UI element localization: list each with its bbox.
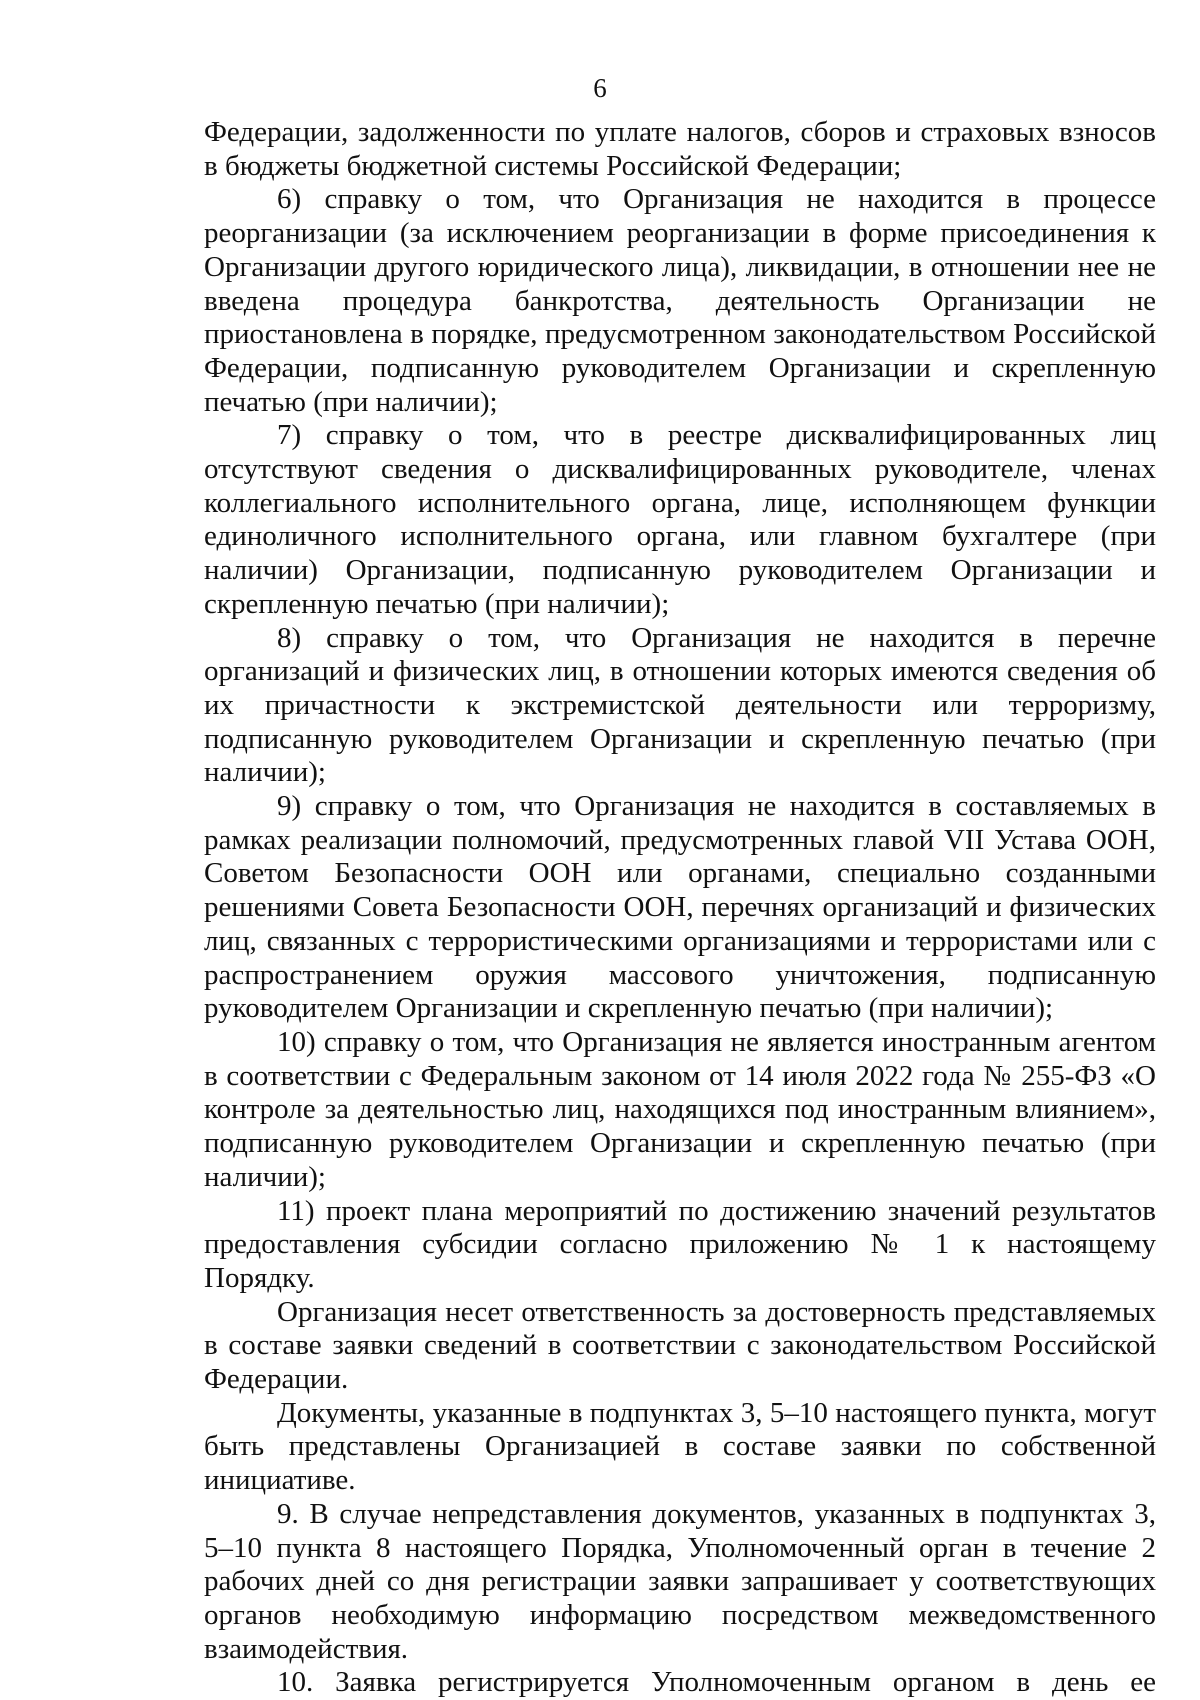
paragraph-item-6: 6) справку о том, что Организация не находится в процессе реорганизации (за исключением реорганизации в форме присоединения к Организации другого юридического лица), ликвидации, в отношении нее не введена процедура банкротства, деятельность Организации не приостановлена в порядке, предусмотренном законодательством Российской Федерации, подписанную руководителем Организации и скрепленную печатью (при наличии); xyxy=(204,183,1156,418)
paragraph-item-10: 10) справку о том, что Организация не является иностранным агентом в соответствии с Федеральным законом от 14 июля 2022 года № 255-ФЗ «О контроле за деятельностью лиц, находящихся под иностранным влиянием», подписанную руководителем Организации и скрепленную печатью (при наличии); xyxy=(204,1025,1156,1193)
paragraph-item-8: 8) справку о том, что Организация не находится в перечне организаций и физических лиц, в отношении которых имеются сведения об их причастности к экстремистской деятельности или терроризму, подписанную руководителем Организации и скрепленную печатью (при наличии); xyxy=(204,621,1156,789)
document-body xyxy=(204,116,1156,1700)
paragraph-responsibility: Организация несет ответственность за достоверность представляемых в составе заявки сведений в соответствии с законодательством Российской Федерации. xyxy=(204,1295,1156,1396)
paragraph-item-11: 11) проект плана мероприятий по достижению значений результатов предоставления субсидии согласно приложению № 1 к настоящему Порядку. xyxy=(204,1194,1156,1294)
paragraph-item-7: 7) справку о том, что в реестре дисквалифицированных лиц отсутствуют сведения о дисквалифицированных руководителе, членах коллегиального исполнительного органа, лице, исполняющем функции единоличного исполнительного органа, или главном бухгалтере (при наличии) Организации, подписанную руководителем Организации и скрепленную печатью (при наличии); xyxy=(204,419,1156,620)
paragraph-item-9: 9) справку о том, что Организация не находится в составляемых в рамках реализации полномочий, предусмотренных главой VII Устава ООН, Советом Безопасности ООН или органами, специально созданными решениями Совета Безопасности ООН, перечнях организаций и физических лиц, связанных с террористическими организациями и террористами или с распространением оружия массового уничтожения, подписанную руководителем Организации и скрепленную печатью (при наличии); xyxy=(204,790,1156,1025)
paragraph-clause-9: 9. В случае непредставления документов, указанных в подпунктах 3, 5–10 пункта 8 настоящего Порядка, Уполномоченный орган в течение 2 рабочих дней со дня регистрации заявки запрашивает у соответствующих органов необходимую информацию посредством межведомственного взаимодействия. xyxy=(204,1497,1156,1665)
paragraph-documents-initiative: Документы, указанные в подпунктах 3, 5–10 настоящего пункта, могут быть представлены Организацией в составе заявки по собственной инициативе. xyxy=(204,1396,1156,1497)
paragraph-continuation: Федерации, задолженности по уплате налогов, сборов и страховых взносов в бюджеты бюджетной системы Российской Федерации; xyxy=(204,116,1156,182)
paragraph-clause-10: 10. Заявка регистрируется Уполномоченным органом в день ее xyxy=(277,1666,1156,1699)
page-number: 6 xyxy=(593,73,607,103)
